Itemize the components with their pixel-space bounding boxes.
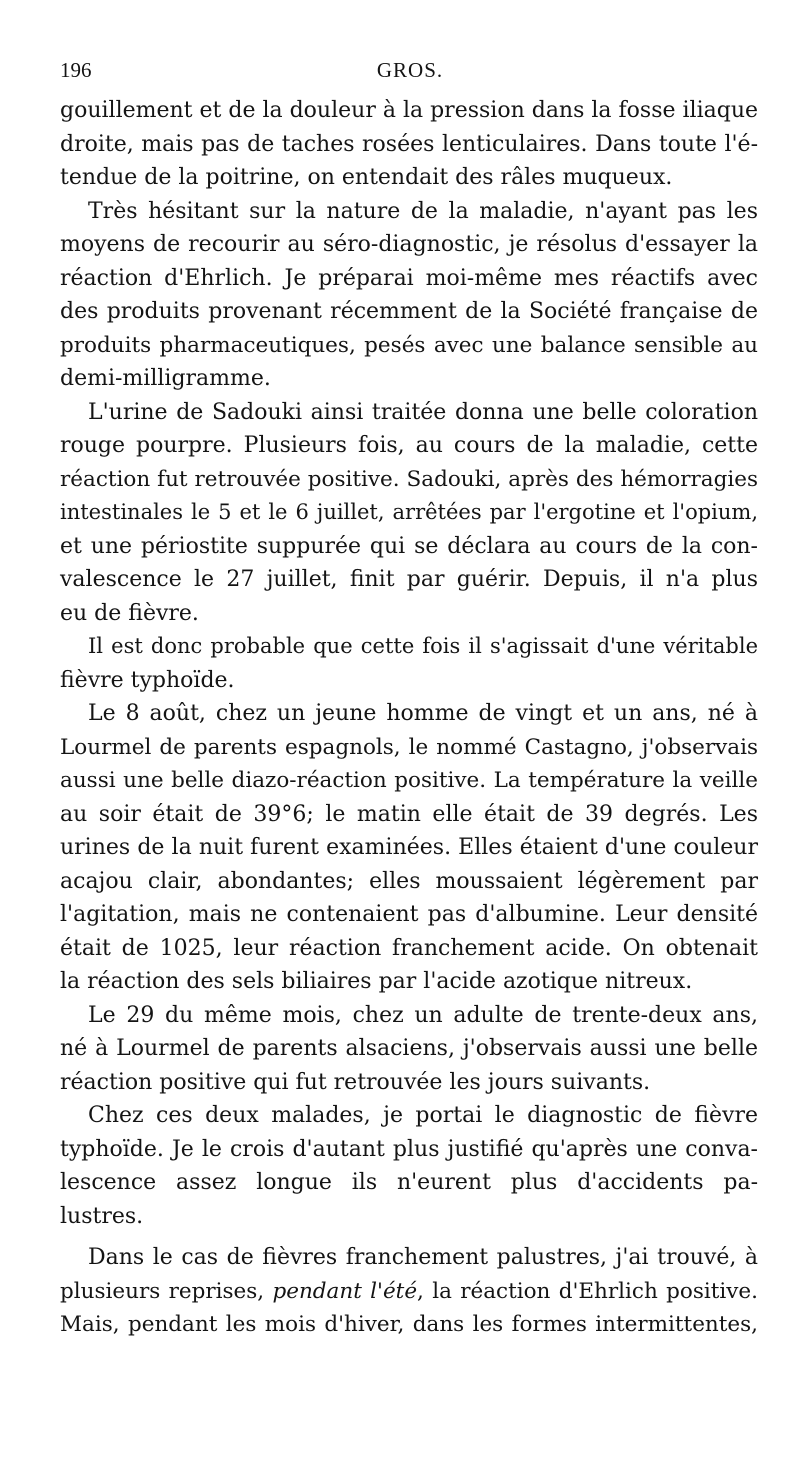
paragraph-4 (60, 630, 758, 697)
text-segment: , la réaction d'Ehrlich positive. (417, 1278, 758, 1304)
text-line: réaction fut retrouvée positive. Sadouki, après des hémorragies (60, 466, 758, 492)
text-line: rouge pourpre. Plusieurs fois, au cours de la maladie, cette (60, 433, 758, 458)
text-line: Lourmel de parents espagnols, le nommé Castagno, j'observais (60, 734, 758, 760)
text-line: réaction positive qui fut retrouvée les jours suivants. (60, 1069, 651, 1095)
text-line: valescence le 27 juillet, finit par guérir. Depuis, il n'a plus (60, 567, 758, 592)
text-line: Il est donc probable que cette fois il s'agissait d'une véritable (88, 634, 758, 658)
paragraph-1 (60, 94, 758, 195)
text-line: gouillement et de la douleur à la pression dans la fosse iliaque (60, 98, 759, 123)
text-line: et une périostite suppurée qui se déclara au cours de la con- (60, 533, 758, 559)
text-line: droite, mais pas de taches rosées lenticulaires. Dans toute l'é- (60, 131, 758, 157)
text-line: tendue de la poitrine, on entendait des râles muqueux. (60, 165, 673, 190)
text-line: Mais, pendant les mois d'hiver, dans les formes intermittentes, (60, 1312, 758, 1337)
text-line: demi-milligramme. (60, 366, 271, 391)
running-head (60, 58, 760, 88)
text-line: intestinales le 5 et le 6 juillet, arrêtées par l'ergotine et l'opium, (60, 500, 758, 524)
text-line: produits pharmaceutiques, pesés avec une balance sensible au (60, 332, 758, 358)
text-line: était de 1025, leur réaction franchement acide. On obtenait (60, 935, 758, 961)
text-line: la réaction des sels biliaires par l'acide azotique nitreux. (60, 969, 693, 994)
text-line: Dans le cas de fièvres franchement palustres, j'ai trouvé, à (88, 1245, 758, 1270)
paragraph-5 (60, 697, 758, 999)
text-line: eu de fièvre. (60, 600, 199, 626)
text-line: Chez ces deux malades, je portai le diagnostic de fièvre (88, 1103, 758, 1128)
body-text (60, 94, 758, 1342)
text-line: aussi une belle diazo-réaction positive. La température la veille (60, 768, 758, 793)
emphasized-text: pendant l'été (272, 1278, 418, 1304)
text-line: fièvre typhoïde. (60, 667, 235, 693)
text-line: Le 8 août, chez un jeune homme de vingt et un ans, né à (88, 701, 758, 726)
text-line: réaction d'Ehrlich. Je préparai moi-même mes réactifs avec (60, 265, 758, 291)
text-line-with-emphasis (60, 1275, 758, 1309)
text-line: né à Lourmel de parents alsaciens, j'observais aussi une belle (60, 1036, 758, 1061)
text-line: des produits provenant récemment de la Société française de (60, 299, 758, 324)
paragraph-3 (60, 396, 758, 631)
paragraph-7 (60, 1099, 758, 1233)
text-line: urines de la nuit furent examinées. Elles étaient d'une couleur (60, 835, 758, 860)
text-line: au soir était de 39°6; le matin elle était de 39 degrés. Les (60, 801, 758, 827)
running-title: GROS. (376, 58, 444, 82)
text-segment: plusieurs reprises, (60, 1278, 273, 1304)
text-line: lescence assez longue ils n'eurent plus d'accidents pa- (60, 1170, 758, 1195)
text-line: l'agitation, mais ne contenaient pas d'albumine. Leur densité (60, 902, 758, 927)
text-line: L'urine de Sadouki ainsi traitée donna une belle coloration (88, 399, 758, 425)
text-line: lustres. (60, 1203, 144, 1229)
text-line: Le 29 du même mois, chez un adulte de trente-deux ans, (88, 1002, 758, 1028)
text-line: Très hésitant sur la nature de la maladie, n'ayant pas les (88, 198, 758, 224)
page-number: 196 (60, 58, 92, 82)
paragraph-spacer (60, 1233, 758, 1241)
paragraph-6 (60, 999, 758, 1100)
paragraph-2 (60, 195, 758, 396)
text-line: moyens de recourir au séro-diagnostic, je résolus d'essayer la (60, 232, 758, 257)
paragraph-8 (60, 1241, 758, 1342)
text-line: typhoïde. Je le crois d'autant plus justifié qu'après une conva- (60, 1136, 758, 1162)
text-line: acajou clair, abondantes; elles moussaient légèrement par (60, 868, 758, 894)
